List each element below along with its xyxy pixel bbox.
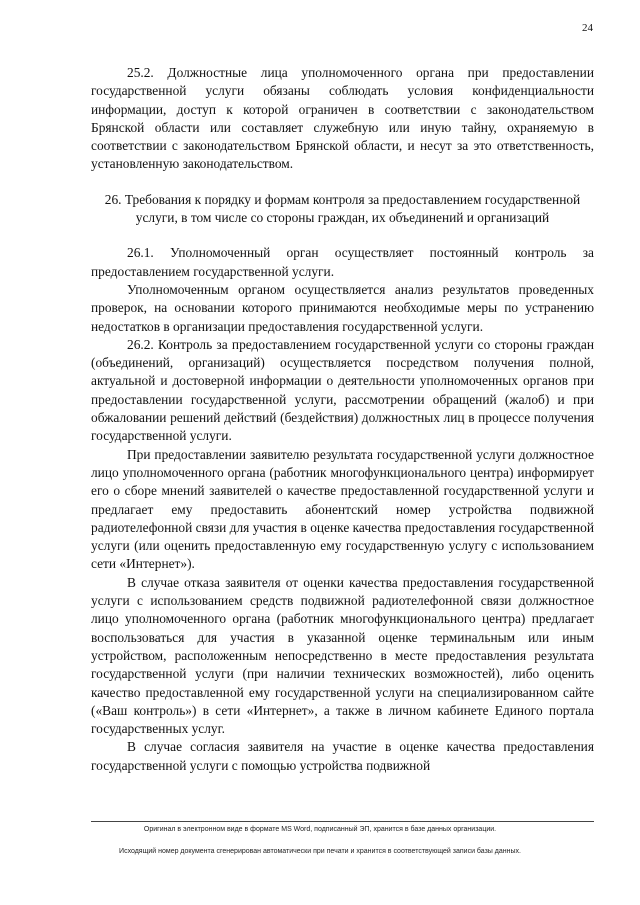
- footer-note-number: Исходящий номер документа сгенерирован автоматически при печати и хранится в соответствующей записи базы данных.: [119, 848, 521, 855]
- paragraph-consent: В случае согласия заявителя на участие в оценке качества предоставления государственной услуги с помощью устройства подвижной: [91, 739, 594, 773]
- footer-note-original: Оригинал в электронном виде в формате MS Word, подписанный ЭП, хранится в базе данных организации.: [143, 826, 497, 833]
- page-number: 24: [582, 22, 593, 34]
- paragraph-25-2: 25.2. Должностные лица уполномоченного органа при предоставлении государственной услуги обязаны соблюдать условия конфиденциальности информации, доступ к которой ограничен в соответствии с законодательством Брянской области или составляет служебную или иную тайну, охраняемую в соответствии с законодательством Брянской области, и несут за это ответственность, установленную законодательством.: [91, 65, 594, 172]
- footer-divider: [91, 821, 594, 822]
- paragraph-refusal: В случае отказа заявителя от оценки качества предоставления государственной услуги с использованием средств подвижной радиотелефонной связи должностное лицо уполномоченного органа (работник многофункционального центра) предлагает воспользоваться для участия в указанной оценке терминальным или иным устройством, расположенным непосредственно в месте предоставления результата государственной услуги (при наличии технических возможностей), либо оценить качество предоставленной ему государственной услуги на специализированном сайте («Ваш контроль») в сети «Интернет», а также в личном кабинете Единого портала государственных услуг.: [91, 574, 594, 737]
- document-body: [91, 64, 594, 775]
- paragraph-result-provision: При предоставлении заявителю результата государственной услуги должностное лицо уполномоченного органа (работник многофункционального центра) информирует его о сборе мнений заявителей о качестве предоставленной государственной услуги и предлагает ему предоставить абонентский номер устройства подвижной радиотелефонной связи для участия в оценке качества предоставления государственной услуги (или оценить предоставленную ему государственную услугу с использованием сети «Интернет»).: [91, 446, 595, 572]
- paragraph-26-1: 26.1. Уполномоченный орган осуществляет постоянный контроль за предоставлением государственной услуги.: [91, 245, 594, 279]
- paragraph-26-2: 26.2. Контроль за предоставлением государственной услуги со стороны граждан (объединений, организаций) осуществляется посредством получения полной, актуальной и достоверной информации о деятельности уполномоченных органов при предоставлении государственной услуги, рассмотрении обращений (жалоб) и при обжаловании решений действий (бездействия) должностных лиц в процессе получения государственной услуги.: [91, 336, 594, 444]
- paragraph-analysis: Уполномоченным органом осуществляется анализ результатов проведенных проверок, на основании которого принимаются необходимые меры по устранению недостатков в организации предоставления государственной услуги.: [91, 281, 594, 334]
- section-heading-26: 26. Требования к порядку и формам контроля за предоставлением государственной услуги, в том числе со стороны граждан, их объединений и организаций: [104, 191, 581, 226]
